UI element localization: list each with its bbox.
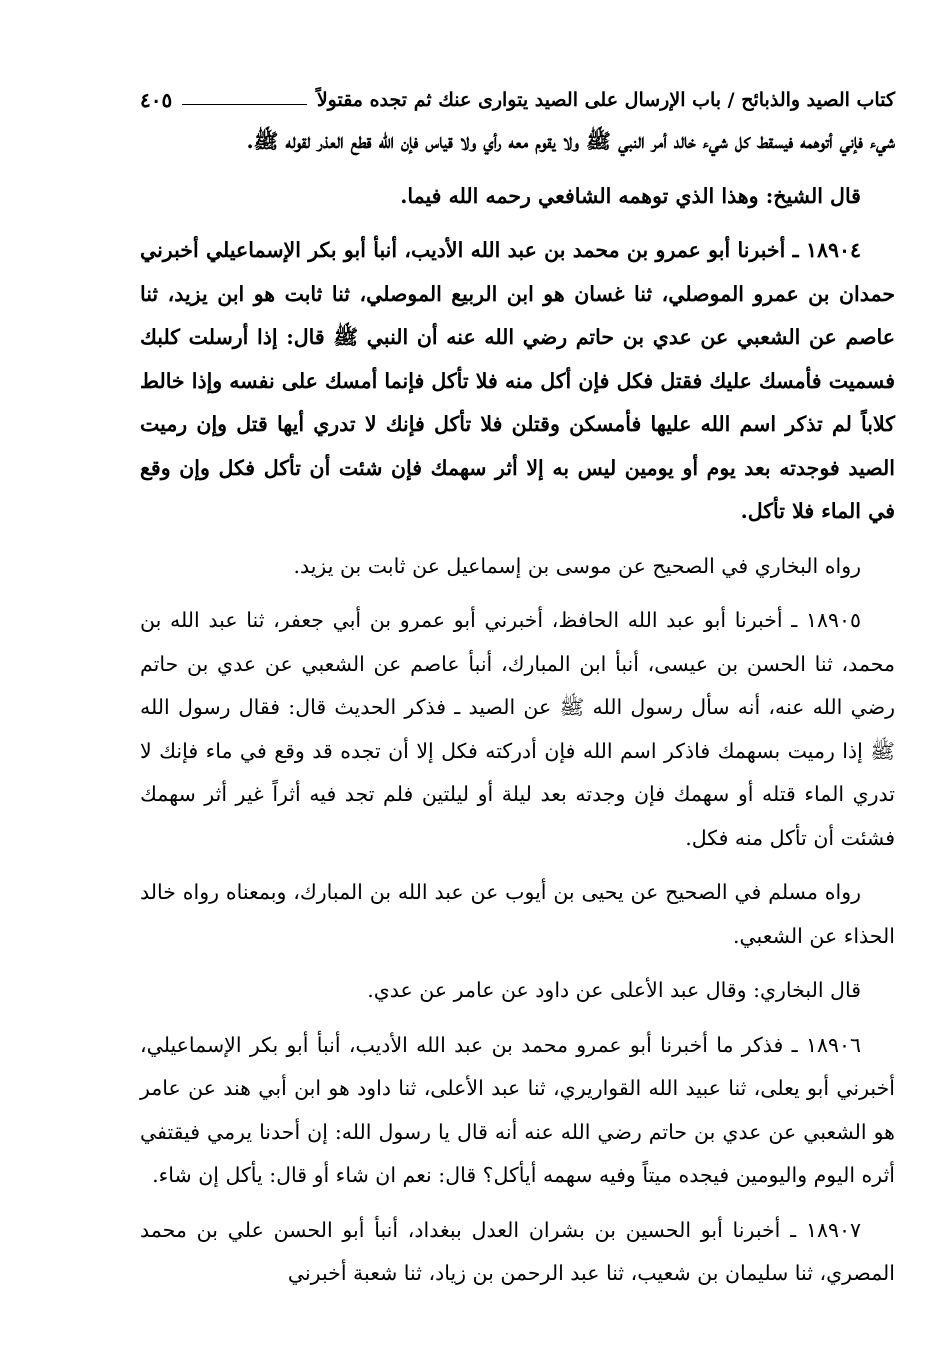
running-title: كتاب الصيد والذبائح / باب الإرسال على الصيد يتوارى عنك ثم تجده مقتولاً [316, 89, 895, 111]
paragraph-bukhari-note: رواه البخاري في الصحيح عن موسى بن إسماعيل عن ثابت بن يزيد. [293, 553, 861, 578]
page-number: ٤٠٥ [140, 88, 173, 112]
hadith-18906: ١٨٩٠٦ ـ فذكر ما أخبرنا أبو عمرو محمد بن عبد الله الأديب، أنبأ أبو بكر الإسماعيلي، أخبرني أبو يعلى، ثنا عبيد الله القواريري، ثنا عبد الأعلى، ثنا داود هو ابن أبي هند عن عامر هو الشعبي عن عدي بن حاتم رضي الله عنه أنه قال يا رسول الله: إن أحدنا يرمي فيقتفي أثره اليوم واليومين فيجده ميتاً وفيه سهمه أيأكل؟ قال: نعم ان شاء أو قال: يأكل إن شاء. [140, 1032, 895, 1187]
hadith-18905: ١٨٩٠٥ ـ أخبرنا أبو عبد الله الحافظ، أخبرني أبو عمرو بن أبي جعفر، ثنا عبد الله بن محمد، ثنا الحسن بن عيسى، أنبأ ابن المبارك، أنبأ عاصم عن الشعبي عن عدي بن حاتم رضي الله عنه، أنه سأل رسول الله ﷺ عن الصيد ـ فذكر الحديث قال: فقال رسول الله ﷺ إذا رميت بسهمك فاذكر اسم الله فإن أدركته فكل إلا أن تجده قد وقع في ماء فإنك لا تدري الماء قتله أو سهمك فإن وجدته بعد ليلة أو ليلتين فلم تجد فيه أثراً غير أثر سهمك فشئت أن تأكل منه فكل. [140, 608, 895, 850]
hadith-18907: ١٨٩٠٧ ـ أخبرنا أبو الحسين بن بشران العدل ببغداد، أنبأ أبو الحسن علي بن محمد المصري، ثنا سليمان بن شعيب، ثنا عبد الرحمن بن زياد، ثنا شعبة أخبرني [140, 1217, 895, 1285]
hadith-18904: ١٨٩٠٤ ـ أخبرنا أبو عمرو بن محمد بن عبد الله الأديب، أنبأ أبو بكر الإسماعيلي أخبرني حمدان بن عمرو الموصلي، ثنا غسان هو ابن الربيع الموصلي، ثنا ثابت هو ابن يزيد، ثنا عاصم عن الشعبي عن عدي بن حاتم رضي الله عنه أن النبي ﷺ قال: إذا أرسلت كلبك فسميت فأمسك عليك فقتل فكل فإن أكل منه فلا تأكل فإنما أمسك على نفسه وإذا خالط كلاباً لم تذكر اسم الله عليها فأمسكن وقتلن فلا تأكل فإنك لا تدري أيها قتل وإن رميت الصيد فوجدته بعد يوم أو يومين ليس به إلا أثر سهمك فإن شئت أن تأكل فكل وإن وقع في الماء فلا تأكل. [139, 238, 895, 523]
paragraph-bukhari-quote: قال البخاري: وقال عبد الأعلى عن داود عن عامر عن عدي. [367, 978, 861, 1002]
header-rule [182, 104, 307, 105]
paragraph-continuation: شيء فإني أتوهمه فيسقط كل شيء خالد أمر النبي ﷺ ولا يقوم معه رأي ولا قياس فإن الله قطع العذر لقوله ﷺ. [246, 129, 895, 153]
paragraph-muslim-note: رواه مسلم في الصحيح عن يحيى بن أيوب عن عبد الله بن المبارك، وبمعناه رواه خالد الحذاء عن الشعبي. [140, 880, 895, 948]
page-header [140, 80, 895, 120]
document-page [140, 80, 895, 1307]
paragraph-shaykh-remark: قال الشيخ: وهذا الذي توهمه الشافعي رحمه الله فيما. [400, 183, 861, 208]
